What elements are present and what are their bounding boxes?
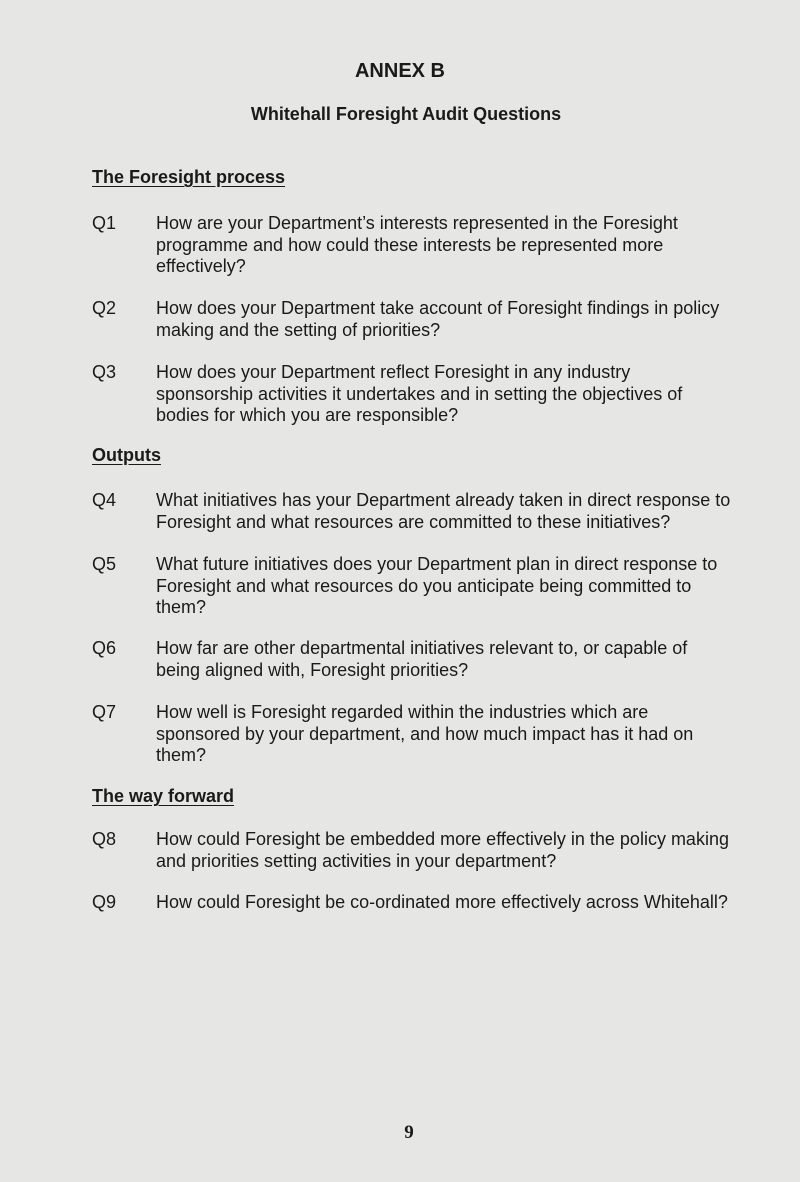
- question-q7: [92, 702, 732, 767]
- question-number: Q7: [92, 702, 117, 722]
- question-text: How far are other departmental initiatives relevant to, or capable of being aligned with, Foresight priorities?: [156, 638, 688, 680]
- page-title: Whitehall Foresight Audit Questions: [250, 104, 562, 124]
- question-q5: [92, 554, 732, 619]
- question-number: Q5: [92, 554, 117, 574]
- page-number: 9: [404, 1122, 414, 1143]
- question-text: How does your Department reflect Foresight in any industry sponsorship activities it undertakes and in setting the objectives of bodies for which you are responsible?: [156, 362, 683, 425]
- question-q4: [92, 490, 732, 533]
- question-number: Q4: [92, 490, 117, 510]
- annex-label: ANNEX B: [354, 60, 445, 82]
- question-q6: [92, 638, 732, 681]
- question-text: How are your Department’s interests represented in the Foresight programme and how could these interests be represented more effectively?: [156, 213, 678, 276]
- question-text: How could Foresight be co-ordinated more effectively across Whitehall?: [156, 892, 728, 912]
- question-number: Q8: [92, 829, 117, 849]
- question-q8: [92, 829, 732, 872]
- question-text: What future initiatives does your Department plan in direct response to Foresight and what resources do you anticipate being committed to them?: [156, 554, 718, 617]
- question-text: How well is Foresight regarded within the industries which are sponsored by your department, and how much impact has it had on them?: [156, 702, 694, 765]
- question-text: What initiatives has your Department already taken in direct response to Foresight and what resources are committed to these initiatives?: [156, 490, 731, 532]
- question-number: Q6: [92, 638, 117, 658]
- question-q1: [92, 213, 732, 278]
- question-number: Q3: [92, 362, 117, 382]
- question-number: Q2: [92, 298, 117, 318]
- question-number: Q9: [92, 892, 117, 912]
- section-heading-foresight-process: The Foresight process: [92, 167, 286, 187]
- question-q3: [92, 362, 732, 427]
- section-heading-outputs: Outputs: [92, 445, 161, 465]
- question-q2: [92, 298, 732, 341]
- question-text: How could Foresight be embedded more effectively in the policy making and priorities setting activities in your department?: [156, 829, 729, 871]
- section-heading-way-forward: The way forward: [92, 786, 235, 806]
- question-number: Q1: [92, 213, 117, 233]
- question-text: How does your Department take account of Foresight findings in policy making and the setting of priorities?: [156, 298, 720, 340]
- question-q9: [92, 892, 732, 914]
